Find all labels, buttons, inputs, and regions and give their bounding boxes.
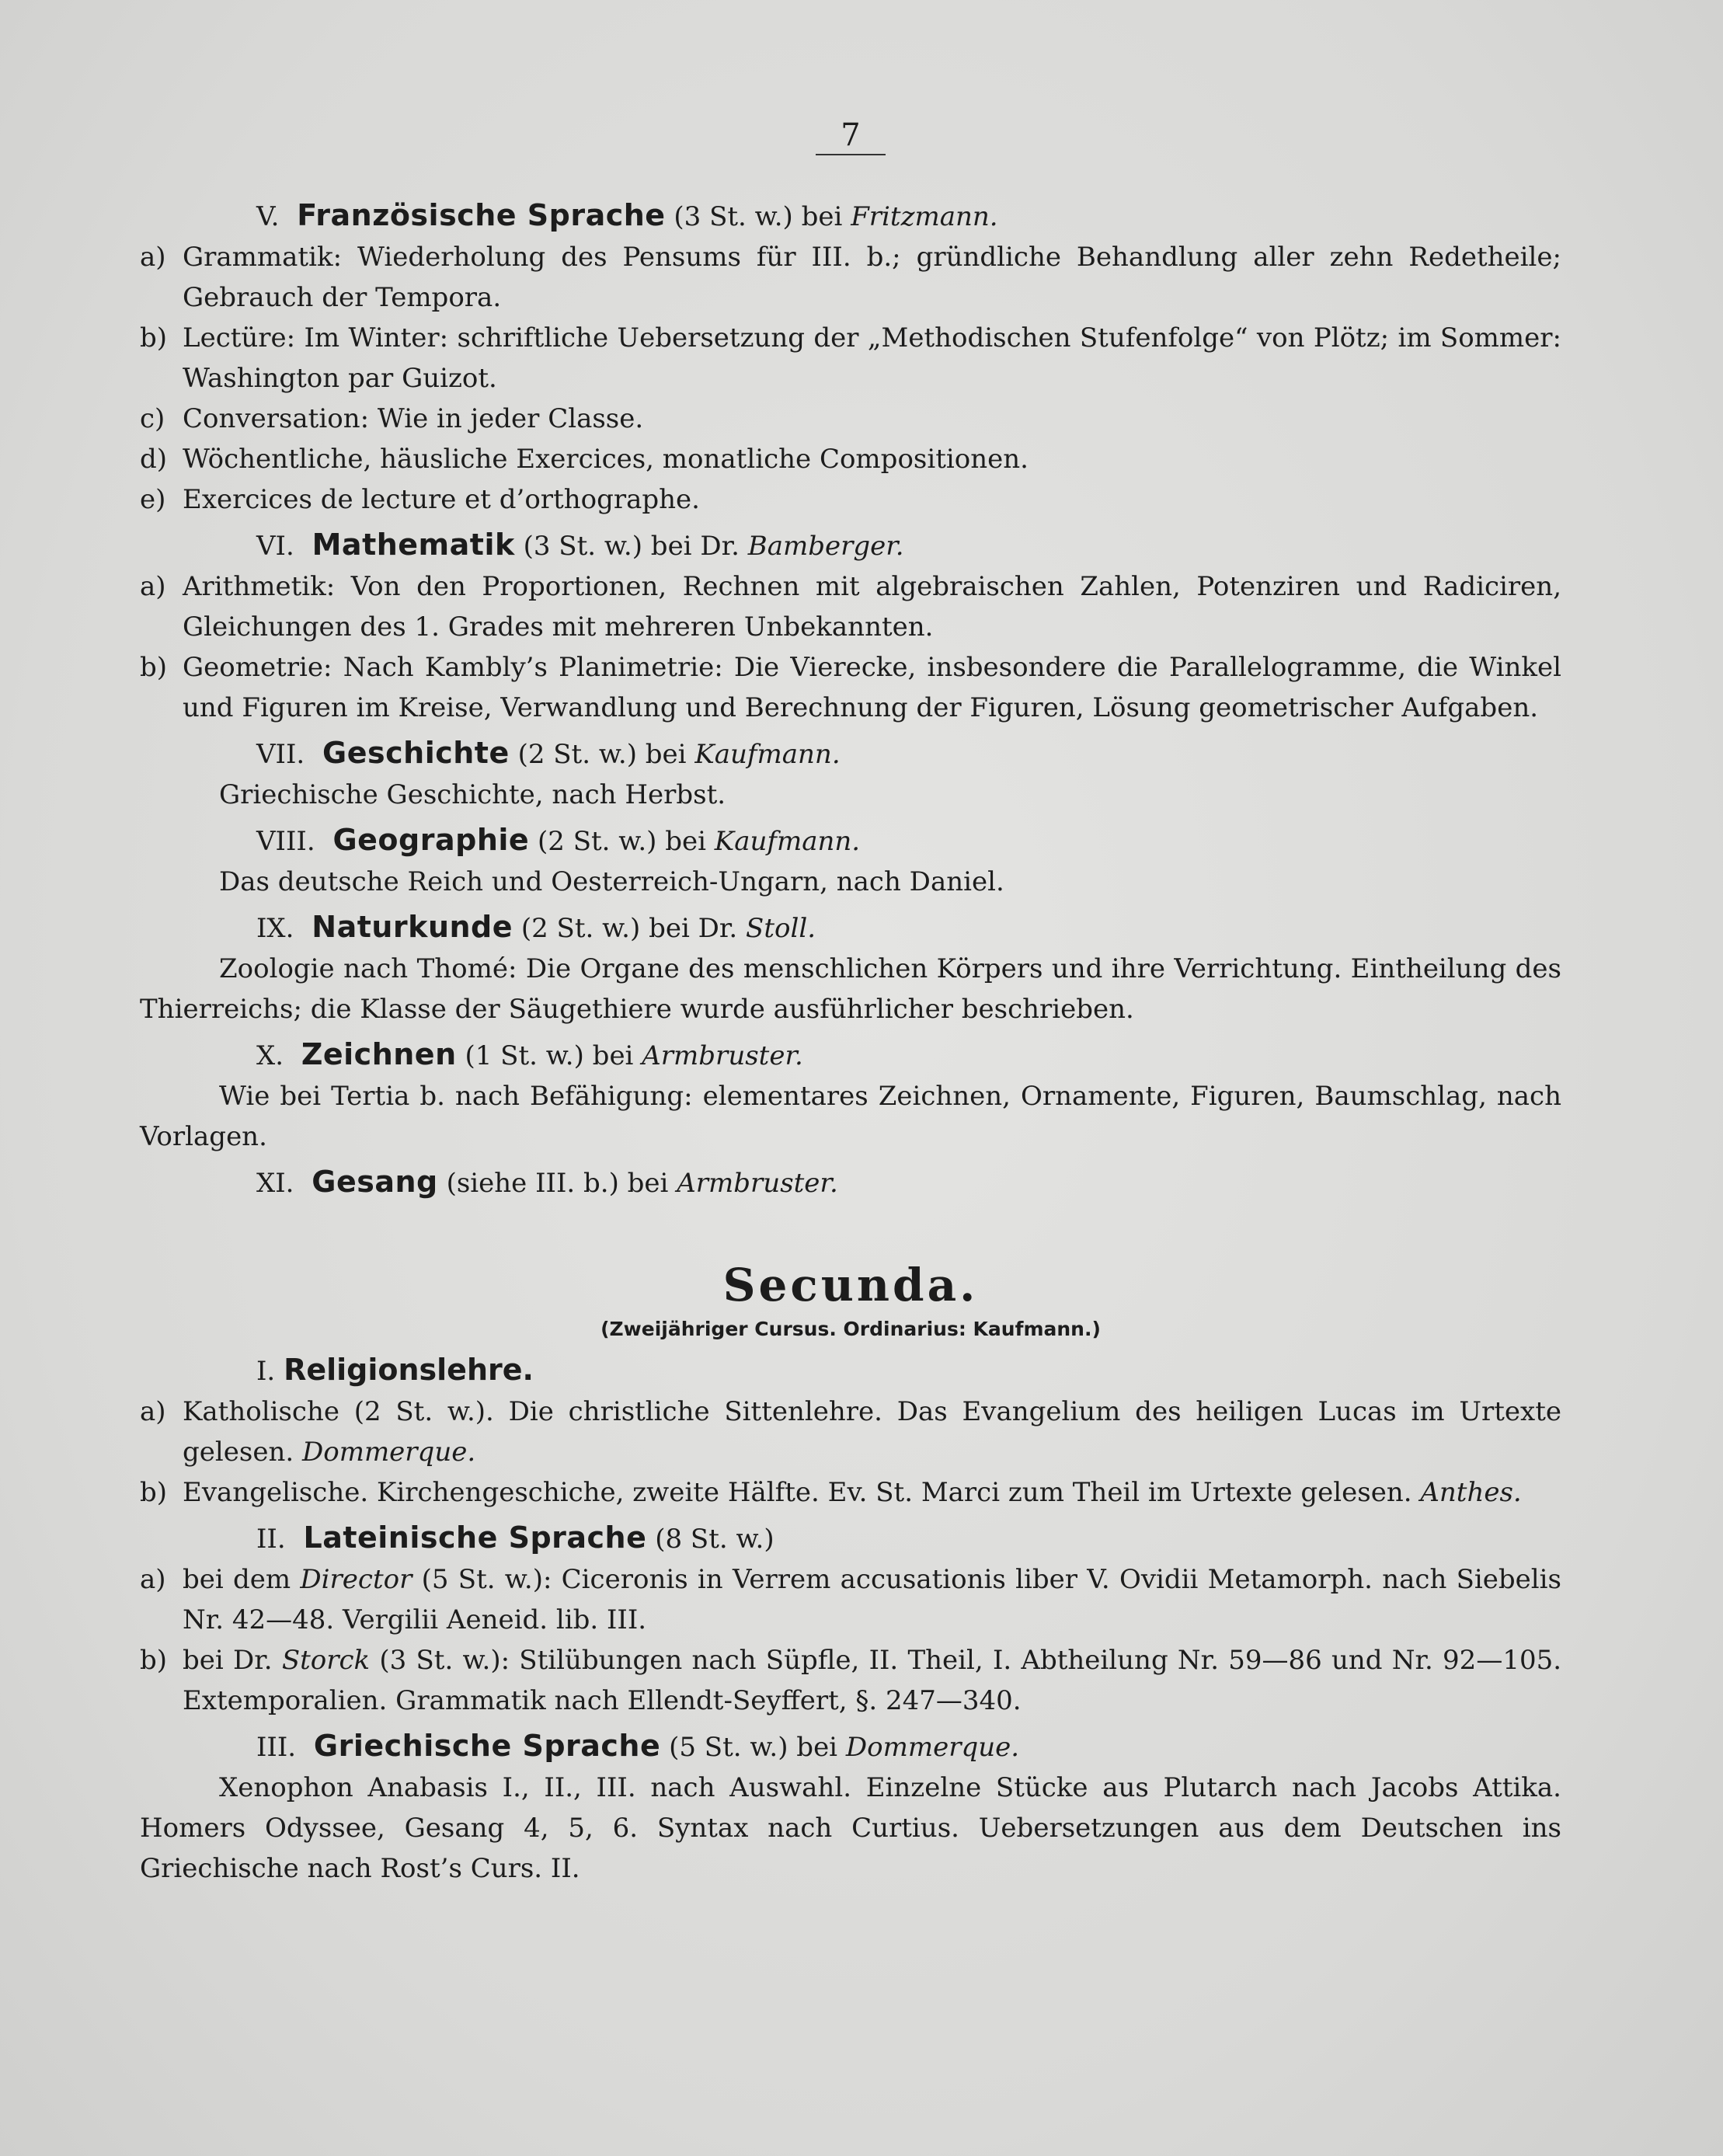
- section-number: VII.: [256, 739, 305, 770]
- teacher-name: Dommerque.: [845, 1732, 1020, 1763]
- item-text: Katholische (2 St. w.). Die christliche Sittenlehre. Das Evangelium des heiligen Lucas im Urtexte gelesen.: [183, 1396, 1561, 1468]
- section-hours: (2 St. w.) bei Dr.: [520, 913, 738, 944]
- class-subtitle: (Zweijähriger Cursus. Ordinarius: Kaufmann.): [600, 1318, 1101, 1340]
- section-text: Griechische Geschichte, nach Herbst.: [219, 779, 726, 810]
- section-hours: (3 St. w.) bei Dr.: [523, 531, 740, 562]
- item-label: b): [140, 1645, 168, 1676]
- list-item: [140, 647, 1561, 728]
- section-heading-religionslehre: [140, 1350, 1561, 1391]
- section-hours: (siehe III. b.) bei: [446, 1168, 669, 1199]
- teacher-name: Bamberger.: [747, 531, 904, 562]
- item-label: a): [140, 571, 166, 602]
- section-number: IX.: [256, 913, 294, 944]
- item-label: a): [140, 1564, 166, 1595]
- list-item: [140, 237, 1561, 318]
- item-label: b): [140, 652, 168, 683]
- item-text: (3 St. w.): Stilübungen nach Süpfle, II. Theil, I. Abtheilung Nr. 59—86 und Nr. 92—105. Extemporalien. Grammatik nach Ellendt-Seyffert, §. 247—340.: [183, 1645, 1562, 1716]
- section-text: Zoologie nach Thomé: Die Organe des menschlichen Körpers und ihre Verrichtung. Eintheilung des Thierreichs; die Klasse der Säugethiere wurde ausführlicher beschrieben.: [140, 953, 1561, 1025]
- section-subject: Französische Sprache: [297, 198, 666, 232]
- section-hours: (1 St. w.) bei: [465, 1040, 634, 1071]
- item-label: b): [140, 322, 168, 354]
- section-subject: Geographie: [332, 823, 530, 857]
- list-item: [140, 1640, 1561, 1721]
- item-text: Grammatik: Wiederholung des Pensums für III. b.; gründliche Behandlung aller zehn Redetheile; Gebrauch der Tempora.: [183, 242, 1561, 313]
- section-hours: (2 St. w.) bei: [517, 739, 687, 770]
- class-title: Secunda.: [722, 1259, 979, 1311]
- section-number: V.: [256, 201, 280, 232]
- list-item: [140, 1559, 1561, 1640]
- section-number: X.: [256, 1040, 284, 1071]
- page-content: [140, 190, 1561, 1889]
- item-label: b): [140, 1477, 168, 1508]
- page-number: 7: [816, 117, 886, 155]
- section-number: II.: [256, 1524, 286, 1555]
- section-number: VI.: [256, 531, 294, 562]
- item-label: c): [140, 403, 165, 434]
- section-subject: Naturkunde: [312, 910, 513, 944]
- item-text: Conversation: Wie in jeder Classe.: [183, 403, 644, 434]
- section-subject: Gesang: [312, 1165, 438, 1199]
- item-text: Arithmetik: Von den Proportionen, Rechnen mit algebraischen Zahlen, Potenziren und Radiciren, Gleichungen des 1. Grades mit mehreren Unbekannten.: [183, 571, 1561, 643]
- section-number: VIII.: [256, 826, 315, 857]
- section-hours: (8 St. w.): [655, 1524, 774, 1555]
- section-subject: Mathematik: [312, 528, 515, 562]
- item-label: e): [140, 484, 166, 515]
- list-item: [140, 566, 1561, 647]
- section-number: I.: [256, 1356, 276, 1387]
- list-item: [140, 318, 1561, 399]
- teacher-name: Director: [300, 1564, 412, 1595]
- section-number: III.: [256, 1732, 297, 1763]
- teacher-name: Anthes.: [1420, 1477, 1522, 1508]
- item-text: Evangelische. Kirchengeschiche, zweite Hälfte. Ev. St. Marci zum Theil im Urtexte gelesen.: [183, 1477, 1412, 1508]
- list-item: [140, 479, 1561, 520]
- section-text: Wie bei Tertia b. nach Befähigung: elementares Zeichnen, Ornamente, Figuren, Baumschlag, nach Vorlagen.: [140, 1081, 1561, 1152]
- section-subject: Religionslehre.: [284, 1353, 534, 1387]
- list-item: [140, 1472, 1561, 1513]
- list-item: [140, 439, 1561, 479]
- section-subject: Geschichte: [322, 736, 510, 770]
- section-heading-geographie: [140, 820, 1561, 862]
- item-text: Wöchentliche, häusliche Exercices, monatliche Compositionen.: [183, 444, 1029, 475]
- teacher-name: Stoll.: [746, 913, 816, 944]
- section-hours: (5 St. w.) bei: [669, 1732, 838, 1763]
- item-label: a): [140, 242, 166, 273]
- teacher-name: Fritzmann.: [851, 201, 998, 232]
- section-hours: (2 St. w.) bei: [538, 826, 706, 857]
- section-heading-gesang: [140, 1162, 1561, 1203]
- item-text: Geometrie: Nach Kambly’s Planimetrie: Die Vierecke, insbesondere die Parallelogramme, die Winkel und Figuren im Kreise, Verwandlung und Berechnung der Figuren, Lösung geometrischer Aufgaben.: [183, 652, 1561, 723]
- section-heading-latein: [140, 1517, 1561, 1559]
- section-number: XI.: [256, 1168, 294, 1199]
- item-text: Lectüre: Im Winter: schriftliche Uebersetzung der „Methodischen Stufenfolge“ von Plötz; im Sommer: Washington par Guizot.: [183, 322, 1561, 394]
- section-text: Das deutsche Reich und Oesterreich-Ungarn, nach Daniel.: [219, 866, 1004, 897]
- section-heading-griechisch: [140, 1726, 1561, 1768]
- teacher-name: Kaufmann.: [694, 739, 841, 770]
- list-item: [140, 1391, 1561, 1472]
- section-subject: Lateinische Sprache: [303, 1520, 647, 1555]
- teacher-name: Armbruster.: [642, 1040, 803, 1071]
- teacher-name: Kaufmann.: [714, 826, 861, 857]
- section-heading-naturkunde: [140, 907, 1561, 949]
- item-prefix: bei dem: [183, 1564, 291, 1595]
- section-heading-zeichnen: [140, 1034, 1561, 1076]
- item-label: d): [140, 444, 168, 475]
- section-hours: (3 St. w.) bei: [674, 201, 843, 232]
- section-subject: Griechische Sprache: [313, 1729, 661, 1763]
- section-heading-mathematik: [140, 524, 1561, 566]
- item-label: a): [140, 1396, 166, 1427]
- section-subject: Zeichnen: [301, 1037, 457, 1071]
- item-prefix: bei Dr.: [183, 1645, 273, 1676]
- item-text: (5 St. w.): Ciceronis in Verrem accusationis liber V. Ovidii Metamorph. nach Siebelis Nr. 42—48. Vergilii Aeneid. lib. III.: [183, 1564, 1561, 1635]
- section-heading-franzoesisch: [140, 195, 1561, 237]
- item-text: Exercices de lecture et d’orthographe.: [183, 484, 700, 515]
- section-text: Xenophon Anabasis I., II., III. nach Auswahl. Einzelne Stücke aus Plutarch nach Jacobs Attika. Homers Odyssee, Gesang 4, 5, 6. Syntax nach Curtius. Uebersetzungen aus dem Deutschen ins Griechische nach Rost’s Curs. II.: [140, 1772, 1561, 1884]
- teacher-name: Storck: [281, 1645, 371, 1676]
- list-item: [140, 399, 1561, 439]
- teacher-name: Armbruster.: [677, 1168, 838, 1199]
- section-heading-geschichte: [140, 733, 1561, 775]
- teacher-name: Dommerque.: [301, 1437, 476, 1468]
